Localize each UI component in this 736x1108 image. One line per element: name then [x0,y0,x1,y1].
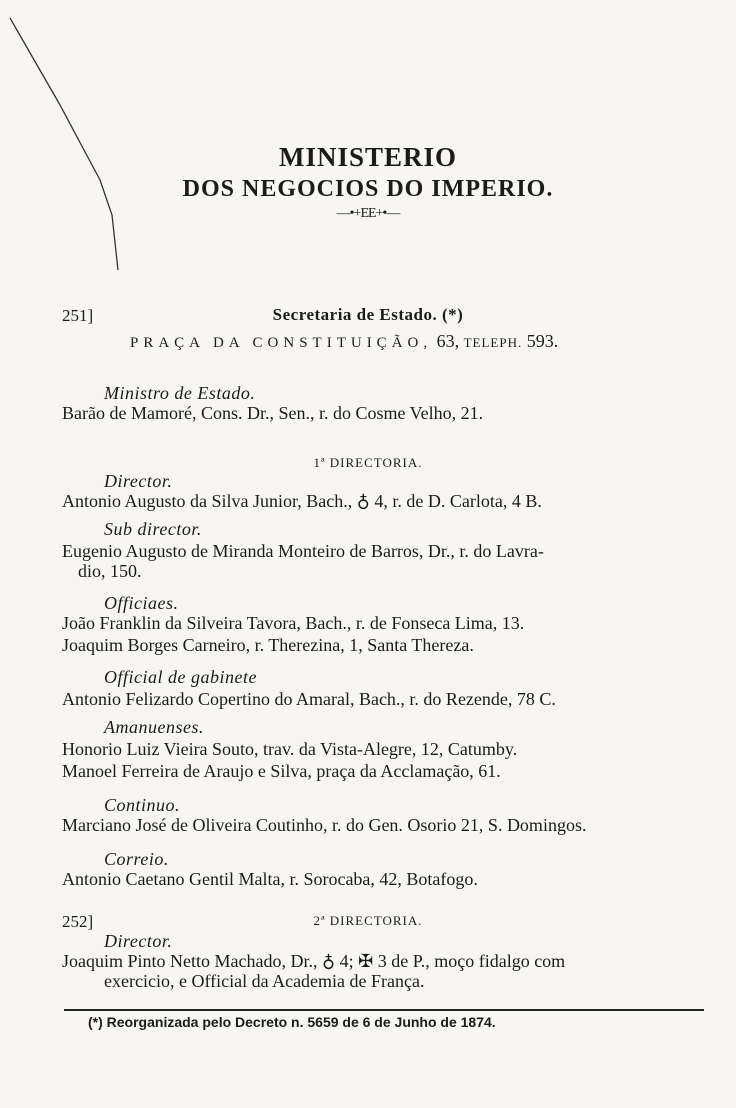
entry-gabinete: Antonio Felizardo Copertino do Amaral, Bach., r. do Rezende, 78 C. [62,689,556,709]
role-continuo: Continuo. [104,795,181,815]
address-number: 63, [436,331,460,351]
address-phone-label: TELEPH. [463,335,523,350]
entry-director: Antonio Augusto da Silva Junior, Bach., ♁ 4, r. de D. Carlota, 4 B. [62,491,542,511]
footnote-rule [64,1009,704,1011]
entry-amanuense-1: Honorio Luiz Vieira Souto, trav. da Vista-Alegre, 12, Catumby. [62,739,518,759]
role-subdirector: Sub director. [104,519,202,539]
scan-artifact-line [0,0,140,280]
entry-director-2: Joaquim Pinto Netto Machado, Dr., ♁ 4; ✠ 3 de P., moço fidalgo com [62,951,566,971]
address-street: PRAÇA DA CONSTITUIÇÃO, [130,335,433,351]
page-title: MINISTERIO [278,142,458,172]
entry-subdirector-cont: dio, 150. [78,561,142,581]
role-amanuenses: Amanuenses. [104,717,204,737]
section-number-252: 252] [62,912,94,931]
section-heading: Secretaria de Estado. (*) [272,305,464,324]
directoria-heading: 1ª DIRECTORIA. [313,455,423,470]
directoria-heading-2: 2ª DIRECTORIA. [313,913,423,928]
address-phone: 593. [526,331,559,351]
role-director-2: Director. [104,931,173,951]
ornament-divider: —•+EE+•— [336,206,400,221]
entry-continuo: Marciano José de Oliveira Coutinho, r. do Gen. Osorio 21, S. Domingos. [62,815,587,835]
entry-correio: Antonio Caetano Gentil Malta, r. Sorocaba, 42, Botafogo. [62,869,478,889]
role-ministro: Ministro de Estado. [104,383,256,403]
role-officiaes: Officiaes. [104,593,179,613]
role-gabinete: Official de gabinete [104,667,257,687]
entry-ministro: Barão de Mamoré, Cons. Dr., Sen., r. do Cosme Velho, 21. [62,403,484,423]
footnote: (*) Reorganizada pelo Decreto n. 5659 de 6 de Junho de 1874. [88,1014,496,1030]
entry-director-2-cont: exercicio, e Official da Academia de França. [104,971,425,991]
entry-official-2: Joaquim Borges Carneiro, r. Therezina, 1, Santa Thereza. [62,635,474,655]
role-correio: Correio. [104,849,169,869]
entry-subdirector: Eugenio Augusto de Miranda Monteiro de Barros, Dr., r. do Lavra- [62,541,544,561]
section-number: 251] [62,306,94,325]
entry-official-1: João Franklin da Silveira Tavora, Bach., r. de Fonseca Lima, 13. [62,613,525,633]
entry-amanuense-2: Manoel Ferreira de Araujo e Silva, praça da Acclamação, 61. [62,761,501,781]
section-address [130,330,558,354]
page-subtitle: DOS NEGOCIOS DO IMPERIO. [182,176,554,202]
role-director: Director. [104,471,173,491]
